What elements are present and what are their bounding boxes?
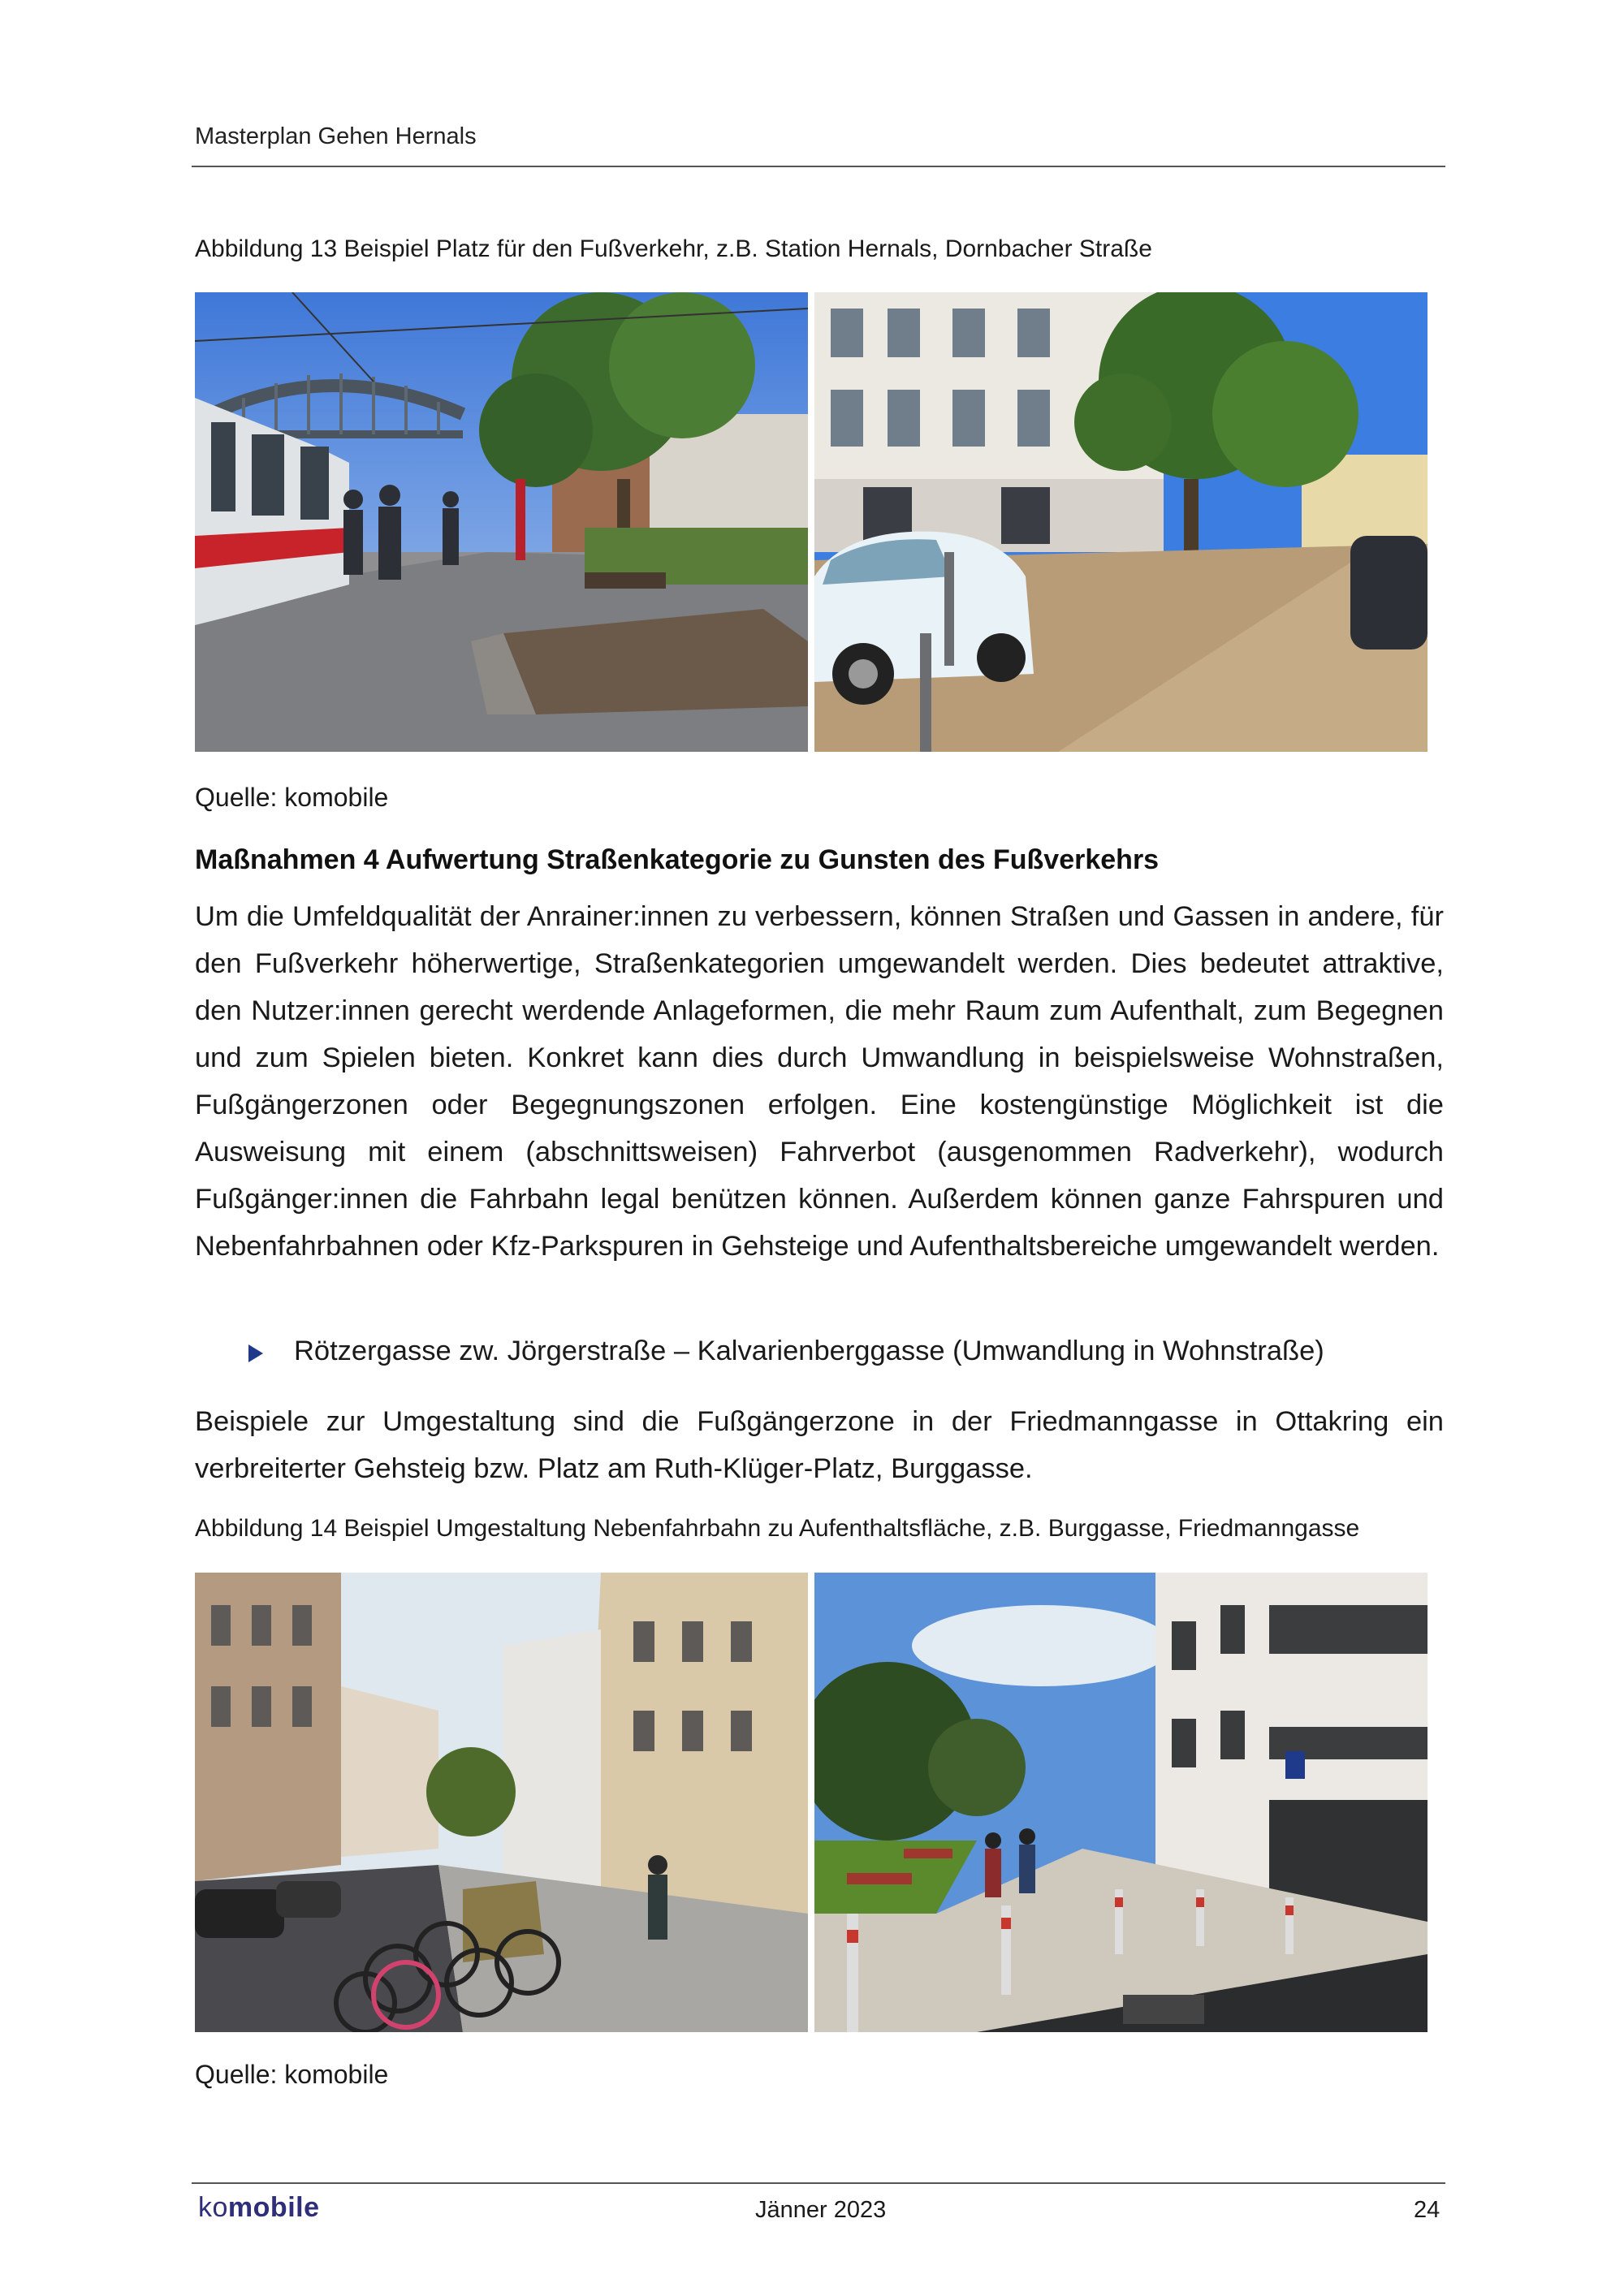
bullet-item: Rötzergasse zw. Jörgerstraße – Kalvarienberggasse (Umwandlung in Wohnstraße) — [294, 1336, 1324, 1366]
section-paragraph-2: Beispiele zur Umgestaltung sind die Fußgängerzone in der Friedmanngasse in Ottakring ein verbreiterter Gehsteig bzw. Platz am Ruth-Klüger-Platz, Burggasse. — [195, 1406, 1444, 1484]
running-header-title: Masterplan Gehen Hernals — [195, 123, 477, 149]
photo-dornbacher-strasse — [814, 292, 1427, 752]
header-rule — [192, 166, 1445, 167]
figure-14-source: Quelle: komobile — [195, 2060, 389, 2089]
footer-rule — [192, 2182, 1445, 2184]
logo-part-ko: ko — [198, 2192, 228, 2223]
photo-friedmanngasse — [814, 1573, 1427, 2032]
bullet-triangle-icon — [248, 1344, 263, 1362]
komobile-logo — [198, 2192, 320, 2224]
section-heading: Maßnahmen 4 Aufwertung Straßenkategorie zu Gunsten des Fußverkehrs — [195, 844, 1160, 875]
figure-13-caption: Abbildung 13 Beispiel Platz für den Fußverkehr, z.B. Station Hernals, Dornbacher Straße — [195, 235, 1152, 262]
figure-13-source: Quelle: komobile — [195, 783, 389, 812]
section-paragraph-1: Um die Umfeldqualität der Anrainer:innen zu verbessern, können Straßen und Gassen in andere, für den Fußverkehr höherwertige, Straßenkategorien umgewandelt werden. Dies bedeutet attraktive, den Nutzer:innen gerecht werdende Anlageformen, die mehr Raum zum Aufenthalt, zum Begegnen und zum Spielen bieten. Konkret kann dies durch Umwandlung in beispielsweise Wohnstraßen, Fußgängerzonen oder Begegnungszonen erfolgen. Eine kostengünstige Möglichkeit ist die Ausweisung mit einem (abschnittsweisen) Fahrverbot (ausgenommen Radverkehr), wodurch Fußgänger:innen die Fahrbahn legal benützen können. Außerdem können ganze Fahrspuren und Nebenfahrbahnen oder Kfz-Parkspuren in Gehsteige und Aufenthaltsbereiche umgewandelt werden. — [195, 901, 1444, 1262]
figure-14-caption: Abbildung 14 Beispiel Umgestaltung Nebenfahrbahn zu Aufenthaltsfläche, z.B. Burggasse, Friedmanngasse — [195, 1515, 1360, 1542]
photo-station-hernals — [195, 292, 808, 752]
logo-part-mobile: mobile — [227, 2192, 320, 2223]
photo-burggasse — [195, 1573, 808, 2032]
footer-date: Jänner 2023 — [755, 2197, 887, 2223]
page-number: 24 — [1414, 2197, 1440, 2223]
